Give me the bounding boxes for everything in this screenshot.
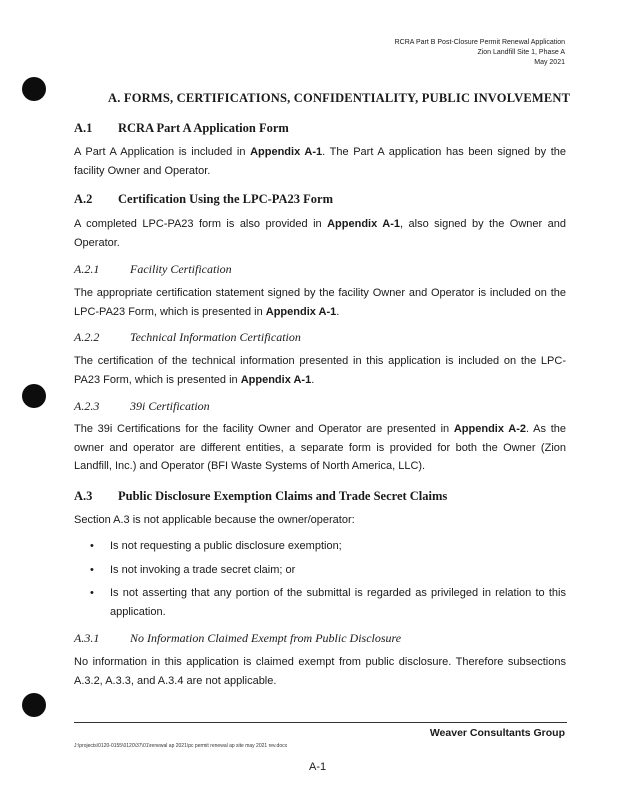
bullet-icon: • (90, 564, 94, 576)
list-item-text: Is not asserting that any portion of the submittal is regarded as privileged in relation to this application. (110, 587, 566, 618)
paragraph-a2: A completed LPC-PA23 form is also provided in Appendix A-1, also signed by the Owner and Operator. (74, 218, 566, 249)
heading-number: A.1 (74, 121, 93, 135)
header-line: RCRA Part B Post-Closure Permit Renewal Application (394, 39, 565, 46)
appendix-ref: Appendix A-1 (265, 305, 337, 318)
company-name: Weaver Consultants Group (429, 727, 565, 739)
punch-hole (22, 77, 46, 101)
header-line: May 2021 (534, 59, 565, 66)
paragraph-a21: The appropriate certification statement signed by the facility Owner and Operator is included on the LPC-PA23 Form, which is presented in Appendix A-1. (74, 287, 566, 318)
heading-number: A.2 (74, 192, 93, 206)
footer-rule (74, 722, 567, 723)
heading-text: RCRA Part A Application Form (118, 121, 289, 135)
heading-number: A.3.1 (74, 631, 100, 645)
heading-number: A.2.3 (74, 399, 100, 413)
file-path: J:\projects\0120-0155\0120\37\01\renewal ap 2021\pc permit renewal ap site may 2021 rev.docx (74, 743, 288, 749)
list-item-text: Is not invoking a trade secret claim; or (110, 564, 296, 576)
heading-text: Public Disclosure Exemption Claims and Trade Secret Claims (118, 489, 448, 503)
punch-hole (22, 384, 46, 408)
list-item-text: Is not requesting a public disclosure exemption; (110, 540, 342, 552)
paragraph-a3: Section A.3 is not applicable because the owner/operator: (74, 514, 355, 526)
heading-number: A.2.2 (74, 330, 100, 344)
appendix-ref: Appendix A-1 (250, 146, 323, 158)
page-number: A-1 (309, 761, 327, 773)
paragraph-a22: The certification of the technical information presented in this application is included on the LPC-PA23 Form, which is presented in Appendix A-1. (74, 355, 566, 386)
appendix-ref: Appendix A-2 (453, 423, 526, 435)
heading-text: 39i Certification (130, 399, 210, 413)
bullet-icon: • (90, 540, 94, 552)
heading-text: No Information Claimed Exempt from Public Disclosure (130, 631, 402, 645)
heading-text: Technical Information Certification (130, 330, 301, 344)
appendix-ref: Appendix A-1 (240, 373, 312, 386)
heading-number: A.2.1 (74, 262, 100, 276)
running-header (395, 38, 565, 68)
appendix-ref: Appendix A-1 (327, 218, 400, 230)
bullet-icon: • (90, 587, 94, 599)
paragraph-a1: A Part A Application is included in Appendix A-1. The Part A application has been signed by the facility Owner and Operator. (74, 146, 566, 177)
heading-text: Certification Using the LPC-PA23 Form (118, 192, 334, 206)
punch-hole (22, 693, 46, 717)
paragraph-a31: No information in this application is claimed exempt from public disclosure. Therefore subsections A.3.2, A.3.3, and A.3.4 are not applicable. (74, 656, 566, 687)
heading-number: A.3 (74, 489, 93, 503)
header-line: Zion Landfill Site 1, Phase A (477, 49, 565, 56)
paragraph-a23: The 39i Certifications for the facility Owner and Operator are presented in Appendix A-2. As the owner and operator are different entities, a separate form is provided for both the Owner (Zion Landfill, Inc.) and Operator (BFI Waste Systems of North America, LLC). (74, 423, 566, 472)
section-title: A. FORMS, CERTIFICATIONS, CONFIDENTIALITY, PUBLIC INVOLVEMENT (108, 91, 571, 105)
heading-text: Facility Certification (130, 262, 232, 276)
